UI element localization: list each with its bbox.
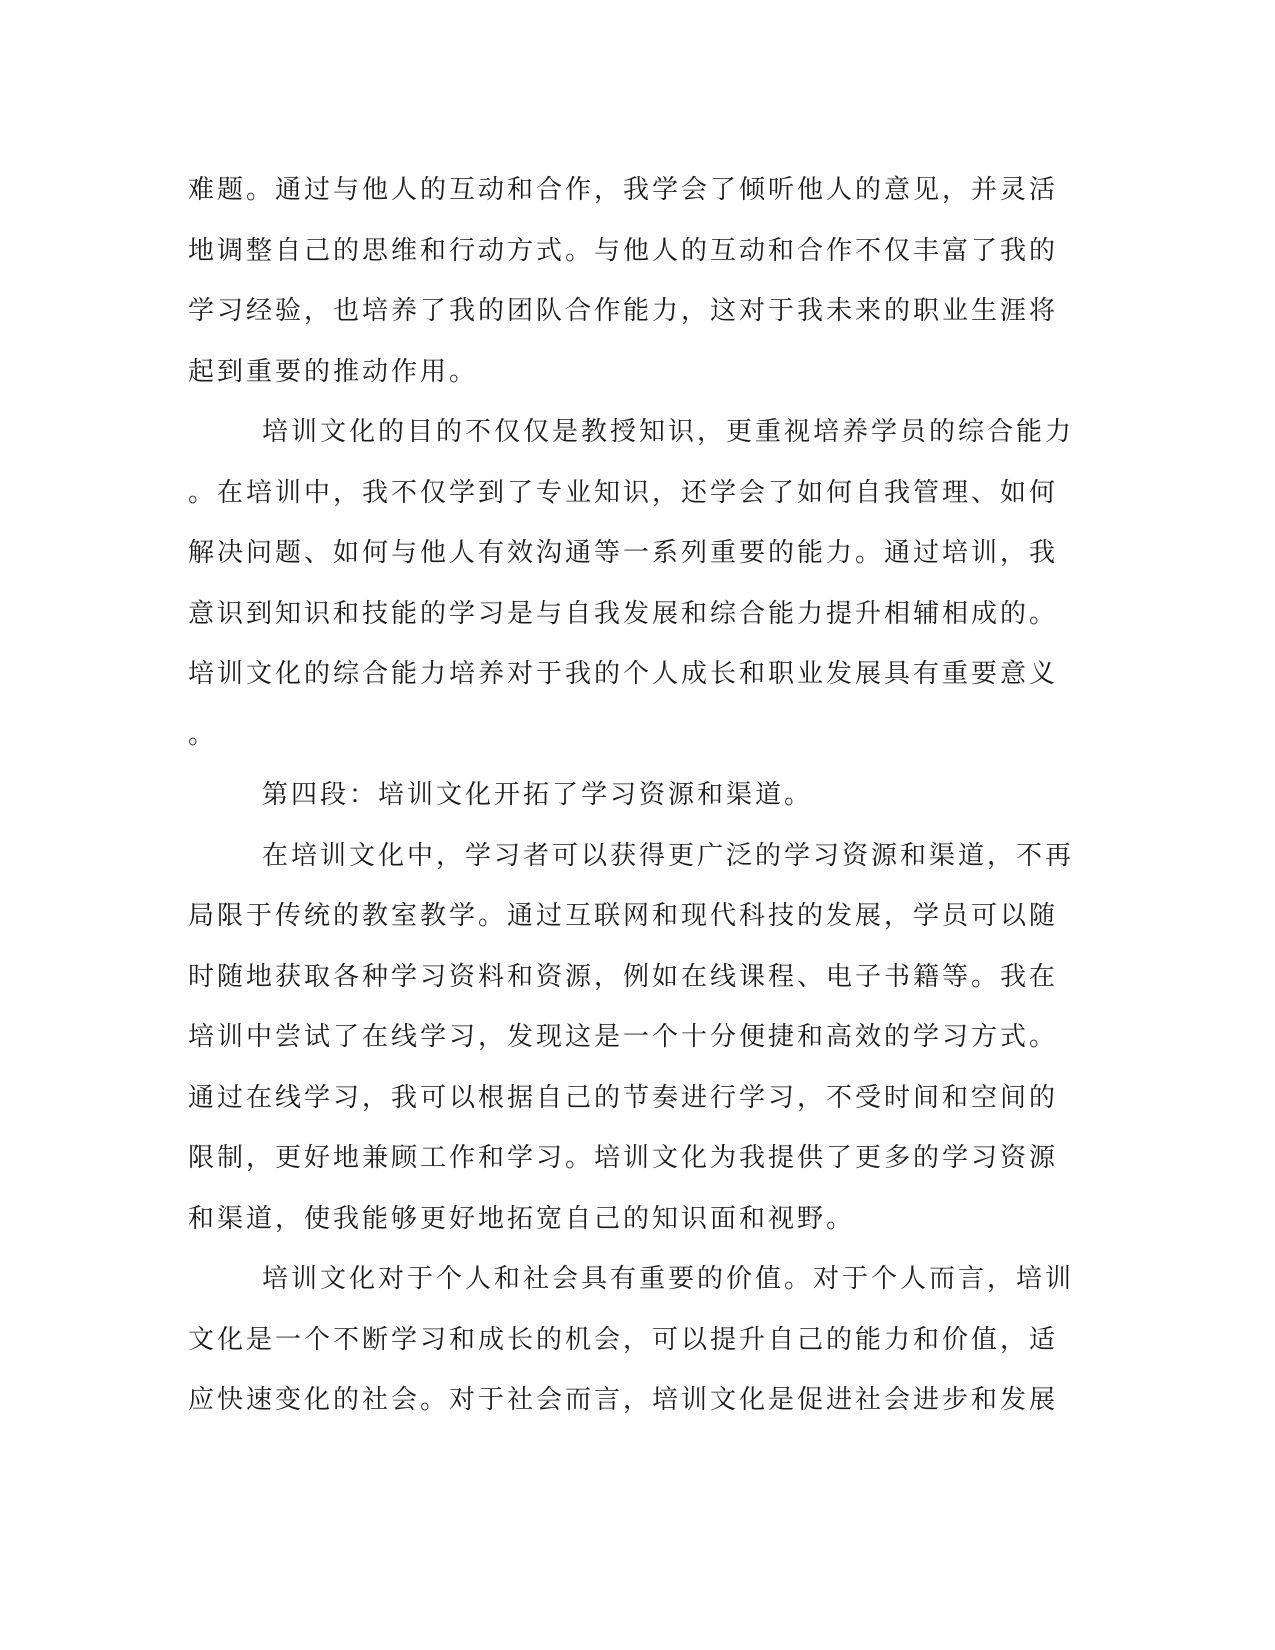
text-line: 通过在线学习，我可以根据自己的节奏进行学习，不受时间和空间的 [188, 1082, 1059, 1113]
paragraph-start-line: 培训文化的目的不仅仅是教授知识，更重视培养学员的综合能力 [262, 417, 1075, 447]
text-line: 培训文化的综合能力培养对于我的个人成长和职业发展具有重要意义 [188, 659, 1059, 689]
paragraph-start-line: 培训文化对于个人和社会具有重要的价值。对于个人而言，培训 [262, 1264, 1075, 1294]
text-line: 文化是一个不断学习和成长的机会，可以提升自己的能力和价值，适 [188, 1324, 1059, 1355]
text-line: 应快速变化的社会。对于社会而言，培训文化是促进社会进步和发展 [188, 1385, 1059, 1415]
text-line: 时随地获取各种学习资料和资源，例如在线课程、电子书籍等。我在 [188, 961, 1059, 992]
text-line: 解决问题、如何与他人有效沟通等一系列重要的能力。通过培训，我 [188, 538, 1059, 568]
text-line: 起到重要的推动作用。 [188, 356, 479, 387]
body-text [188, 160, 1088, 1431]
text-line: 限制，更好地兼顾工作和学习。培训文化为我提供了更多的学习资源 [188, 1143, 1059, 1173]
text-line: 。 [188, 719, 218, 750]
text-line: 意识到知识和技能的学习是与自我发展和综合能力提升相辅相成的。 [188, 598, 1059, 629]
text-line: 培训中尝试了在线学习，发现这是一个十分便捷和高效的学习方式。 [188, 1022, 1059, 1052]
text-line: 。在培训中，我不仅学到了专业知识，还学会了如何自我管理、如何 [188, 477, 1059, 508]
paragraph-start-line: 在培训文化中，学习者可以获得更广泛的学习资源和渠道，不再 [262, 840, 1075, 871]
text-line: 局限于传统的教室教学。通过互联网和现代科技的发展，学员可以随 [188, 901, 1059, 931]
text-line: 学习经验，也培养了我的团队合作能力，这对于我未来的职业生涯将 [188, 296, 1059, 326]
text-line: 和渠道，使我能够更好地拓宽自己的知识面和视野。 [188, 1203, 856, 1234]
text-line: 地调整自己的思维和行动方式。与他人的互动和合作不仅丰富了我的 [188, 235, 1059, 266]
section-heading: 第四段：培训文化开拓了学习资源和渠道。 [262, 780, 814, 810]
text-line: 难题。通过与他人的互动和合作，我学会了倾听他人的意见，并灵活 [188, 175, 1059, 205]
